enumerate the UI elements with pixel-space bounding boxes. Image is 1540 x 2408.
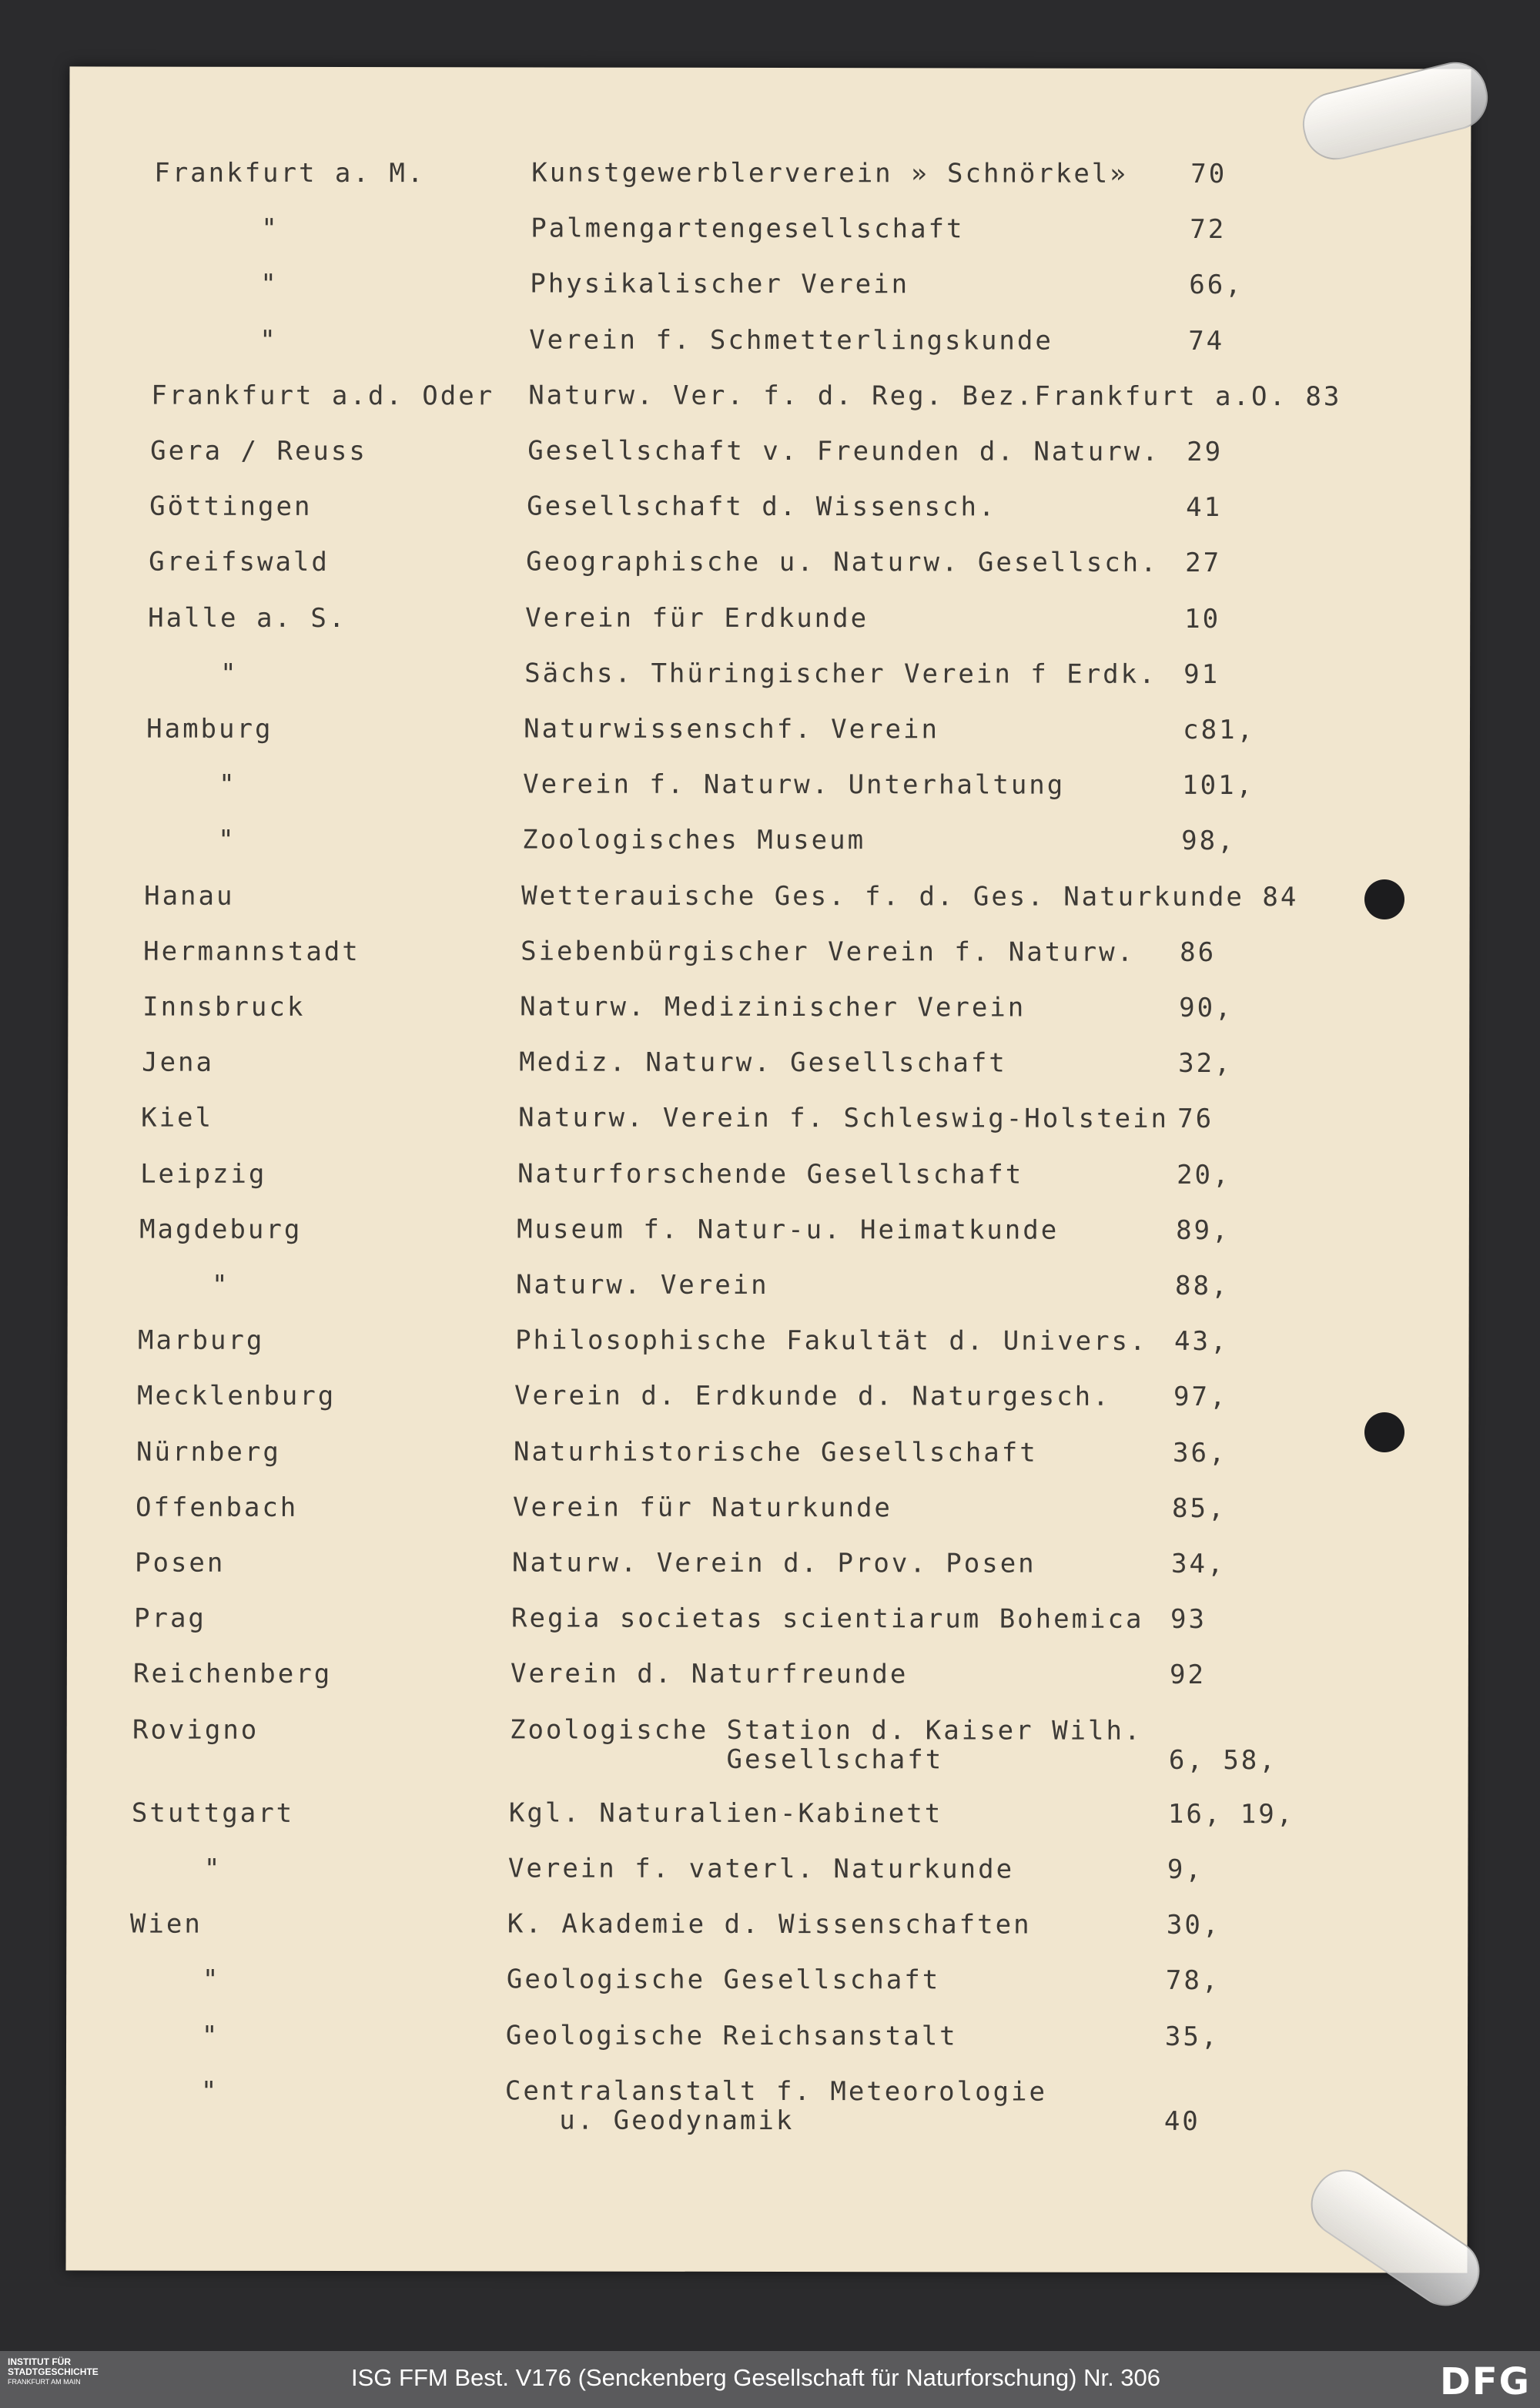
list-item bbox=[154, 158, 1401, 216]
list-item bbox=[142, 992, 1390, 1050]
ditto-mark: " bbox=[200, 2075, 219, 2107]
city-name: Göttingen bbox=[149, 491, 313, 523]
institution-name: Museum f. Natur-u. Heimatkunde bbox=[517, 1214, 1060, 1246]
institution-name: Kunstgewerblerverein » Schnörkel» bbox=[531, 157, 1128, 189]
institution-name: Naturw. Medizinischer Verein bbox=[520, 991, 1026, 1023]
list-item bbox=[150, 436, 1398, 494]
institute-line-3: FRANKFURT AM MAIN bbox=[8, 2378, 81, 2386]
institution-name: Verein für Naturkunde bbox=[513, 1492, 892, 1524]
city-name: Hamburg bbox=[146, 713, 273, 745]
reference-number: 16, 19, bbox=[1167, 1798, 1295, 1830]
reference-number: 66, bbox=[1189, 270, 1244, 301]
list-item bbox=[137, 1381, 1384, 1438]
reference-number: 86 bbox=[1180, 936, 1217, 968]
reference-number: 29 bbox=[1187, 436, 1224, 468]
list-item bbox=[152, 324, 1399, 382]
list-item bbox=[143, 936, 1391, 993]
institution-name: Zoologische Station d. Kaiser Wilh. Gesellschaft bbox=[509, 1714, 1143, 1775]
list-item bbox=[130, 1909, 1378, 1967]
institution-name: Naturw. Verein f. Schleswig-Holstein bbox=[518, 1102, 1170, 1135]
institution-name: Mediz. Naturw. Gesellschaft bbox=[519, 1047, 1007, 1079]
reference-number: 76 bbox=[1177, 1104, 1214, 1135]
list-item bbox=[139, 1214, 1387, 1271]
list-item bbox=[129, 2020, 1376, 2078]
reference-number: 27 bbox=[1185, 548, 1222, 579]
institution-name: Sächs. Thüringischer Verein f Erdk. bbox=[524, 658, 1157, 690]
institution-name: Gesellschaft v. Freunden d. Naturw. bbox=[527, 435, 1160, 467]
reference-number: 85, bbox=[1172, 1492, 1227, 1524]
ditto-mark: " bbox=[202, 1964, 221, 1996]
city-name: Gera / Reuss bbox=[150, 435, 367, 467]
reference-number: 78, bbox=[1165, 1965, 1220, 1997]
reference-number: 20, bbox=[1177, 1159, 1231, 1191]
reference-number: 91 bbox=[1183, 658, 1220, 690]
reference-number: 74 bbox=[1188, 325, 1225, 357]
city-name: Hanau bbox=[144, 880, 235, 912]
institute-line-1: INSTITUT FÜR bbox=[8, 2356, 71, 2367]
list-item bbox=[149, 491, 1397, 549]
institution-name: Naturwissenschf. Verein bbox=[524, 713, 940, 745]
city-name: Leipzig bbox=[140, 1158, 267, 1190]
institution-name: Verein d. Naturfreunde bbox=[510, 1658, 909, 1690]
reference-number: 40 bbox=[1163, 2076, 1200, 2137]
city-name: Jena bbox=[142, 1047, 215, 1078]
city-name: Magdeburg bbox=[139, 1214, 303, 1245]
list-item bbox=[136, 1492, 1383, 1549]
reference-number: 88, bbox=[1175, 1270, 1230, 1302]
reference-number: 43, bbox=[1174, 1326, 1229, 1358]
list-item bbox=[129, 1964, 1377, 2022]
city-name: Marburg bbox=[138, 1325, 265, 1357]
institution-name: Naturforschende Gesellschaft bbox=[517, 1158, 1024, 1191]
ditto-mark: " bbox=[259, 324, 278, 356]
ditto-mark: " bbox=[261, 213, 280, 245]
city-name: Wien bbox=[129, 1908, 203, 1940]
reference-number: 36, bbox=[1173, 1437, 1227, 1469]
archive-footer bbox=[0, 2351, 1540, 2408]
institute-line-2: STADTGESCHICHTE bbox=[8, 2366, 99, 2377]
list-item bbox=[132, 1797, 1379, 1855]
list-item bbox=[128, 2075, 1375, 2137]
reference-number: 98, bbox=[1181, 826, 1236, 857]
list-item bbox=[136, 1436, 1384, 1494]
ditto-mark: " bbox=[219, 769, 237, 800]
list-item bbox=[134, 1603, 1381, 1661]
document-page bbox=[66, 66, 1471, 2272]
ditto-mark: " bbox=[260, 269, 279, 300]
city-name: Frankfurt a. M. bbox=[154, 157, 426, 189]
institution-name: Verein f. vaterl. Naturkunde bbox=[507, 1853, 1015, 1885]
institution-name: Geologische Gesellschaft bbox=[506, 1964, 941, 1996]
institution-name: Zoologisches Museum bbox=[522, 824, 866, 856]
institution-name: Naturhistorische Gesellschaft bbox=[514, 1436, 1038, 1469]
city-name: Reichenberg bbox=[132, 1658, 333, 1690]
reference-number: 30, bbox=[1166, 1910, 1221, 1941]
reference-number: 6, 58, bbox=[1168, 1715, 1277, 1776]
institution-list bbox=[69, 66, 1471, 2137]
list-item bbox=[152, 269, 1400, 327]
institution-name: Centralanstalt f. Meteorologie u. Geodynamik bbox=[504, 2075, 1048, 2136]
institution-name: Verein f. Naturw. Unterhaltung bbox=[523, 769, 1066, 801]
institution-name: Kgl. Naturalien-Kabinett bbox=[508, 1797, 943, 1830]
reference-number: 72 bbox=[1190, 214, 1227, 246]
list-item bbox=[151, 380, 1398, 437]
list-item bbox=[138, 1325, 1385, 1383]
ditto-mark: " bbox=[218, 825, 236, 856]
list-item bbox=[147, 658, 1394, 715]
list-item bbox=[140, 1158, 1388, 1216]
city-name: Prag bbox=[133, 1603, 206, 1634]
reference-number: 92 bbox=[1169, 1659, 1207, 1691]
institution-name: K. Akademie d. Wissenschaften bbox=[507, 1908, 1032, 1941]
list-item bbox=[132, 1714, 1380, 1776]
city-name: Rovigno bbox=[132, 1714, 259, 1746]
punch-hole-upper bbox=[1364, 879, 1404, 919]
list-item bbox=[146, 714, 1394, 772]
reference-number: 90, bbox=[1179, 992, 1234, 1024]
institution-name: Naturw. Verein bbox=[516, 1269, 769, 1301]
city-name: Mecklenburg bbox=[137, 1380, 336, 1412]
list-item bbox=[139, 1270, 1386, 1328]
institution-name: Siebenbürgischer Verein f. Naturw. bbox=[521, 936, 1136, 968]
reference-number: 101, bbox=[1182, 770, 1255, 802]
institution-name: Wetterauische Ges. f. d. Ges. Naturkunde 84 bbox=[521, 880, 1299, 913]
reference-number: 93 bbox=[1170, 1604, 1207, 1636]
city-name: Nürnberg bbox=[136, 1436, 281, 1468]
institution-name: Palmengartengesellschaft bbox=[531, 213, 965, 245]
list-item bbox=[145, 825, 1392, 882]
reference-number: 10 bbox=[1184, 603, 1221, 635]
list-item bbox=[131, 1854, 1378, 1911]
institution-name: Naturw. Ver. f. d. Reg. Bez.Frankfurt a.O. 83 bbox=[528, 380, 1342, 413]
list-item bbox=[144, 880, 1391, 938]
city-name: Greifswald bbox=[149, 546, 330, 578]
archive-caption: ISG FFM Best. V176 (Senckenberg Gesellschaft für Naturforschung) Nr. 306 bbox=[351, 2364, 1161, 2391]
city-name: Offenbach bbox=[136, 1492, 299, 1523]
ditto-mark: " bbox=[203, 1853, 223, 1884]
list-item bbox=[133, 1659, 1381, 1716]
institution-name: Verein für Erdkunde bbox=[525, 602, 869, 634]
institution-name: Physikalischer Verein bbox=[530, 268, 910, 300]
institution-name: Verein d. Erdkunde d. Naturgesch. bbox=[514, 1380, 1111, 1413]
city-name: Frankfurt a.d. Oder bbox=[151, 380, 495, 412]
institution-name: Geographische u. Naturw. Gesellsch. bbox=[526, 546, 1159, 579]
reference-number: c81, bbox=[1183, 714, 1256, 746]
city-name: Posen bbox=[135, 1547, 226, 1579]
reference-number: 89, bbox=[1176, 1214, 1230, 1246]
institution-name: Regia societas scientiarum Bohemica bbox=[511, 1603, 1144, 1636]
list-item bbox=[148, 602, 1395, 660]
reference-number: 35, bbox=[1164, 2021, 1220, 2052]
reference-number: 97, bbox=[1173, 1382, 1228, 1413]
list-item bbox=[141, 1103, 1388, 1160]
city-name: Kiel bbox=[141, 1102, 214, 1134]
dfg-logo: DFG bbox=[1439, 2360, 1531, 2403]
ditto-mark: " bbox=[220, 658, 239, 689]
city-name: Innsbruck bbox=[142, 991, 306, 1023]
reference-number: 32, bbox=[1178, 1048, 1233, 1080]
institution-name: Verein f. Schmetterlingskunde bbox=[529, 324, 1053, 357]
city-name: Stuttgart bbox=[131, 1797, 295, 1829]
list-item bbox=[135, 1548, 1382, 1606]
institution-name: Philosophische Fakultät d. Univers. bbox=[515, 1325, 1148, 1358]
reference-number: 70 bbox=[1190, 158, 1227, 190]
reference-number: 41 bbox=[1186, 492, 1223, 524]
list-item bbox=[142, 1047, 1389, 1105]
institution-name: Naturw. Verein d. Prov. Posen bbox=[512, 1547, 1036, 1579]
reference-number: 9, bbox=[1167, 1854, 1204, 1885]
ditto-mark: " bbox=[212, 1269, 230, 1301]
list-item bbox=[149, 547, 1396, 605]
list-item bbox=[146, 769, 1393, 827]
institution-name: Geologische Reichsanstalt bbox=[505, 2020, 958, 2052]
reference-number: 34, bbox=[1171, 1548, 1226, 1580]
city-name: Hermannstadt bbox=[143, 936, 360, 967]
city-name: Halle a. S. bbox=[148, 602, 347, 634]
list-item bbox=[153, 213, 1401, 271]
institution-name: Gesellschaft d. Wissensch. bbox=[527, 491, 997, 523]
ditto-mark: " bbox=[201, 2020, 220, 2051]
punch-hole-lower bbox=[1364, 1412, 1404, 1452]
institute-logo bbox=[8, 2357, 139, 2387]
